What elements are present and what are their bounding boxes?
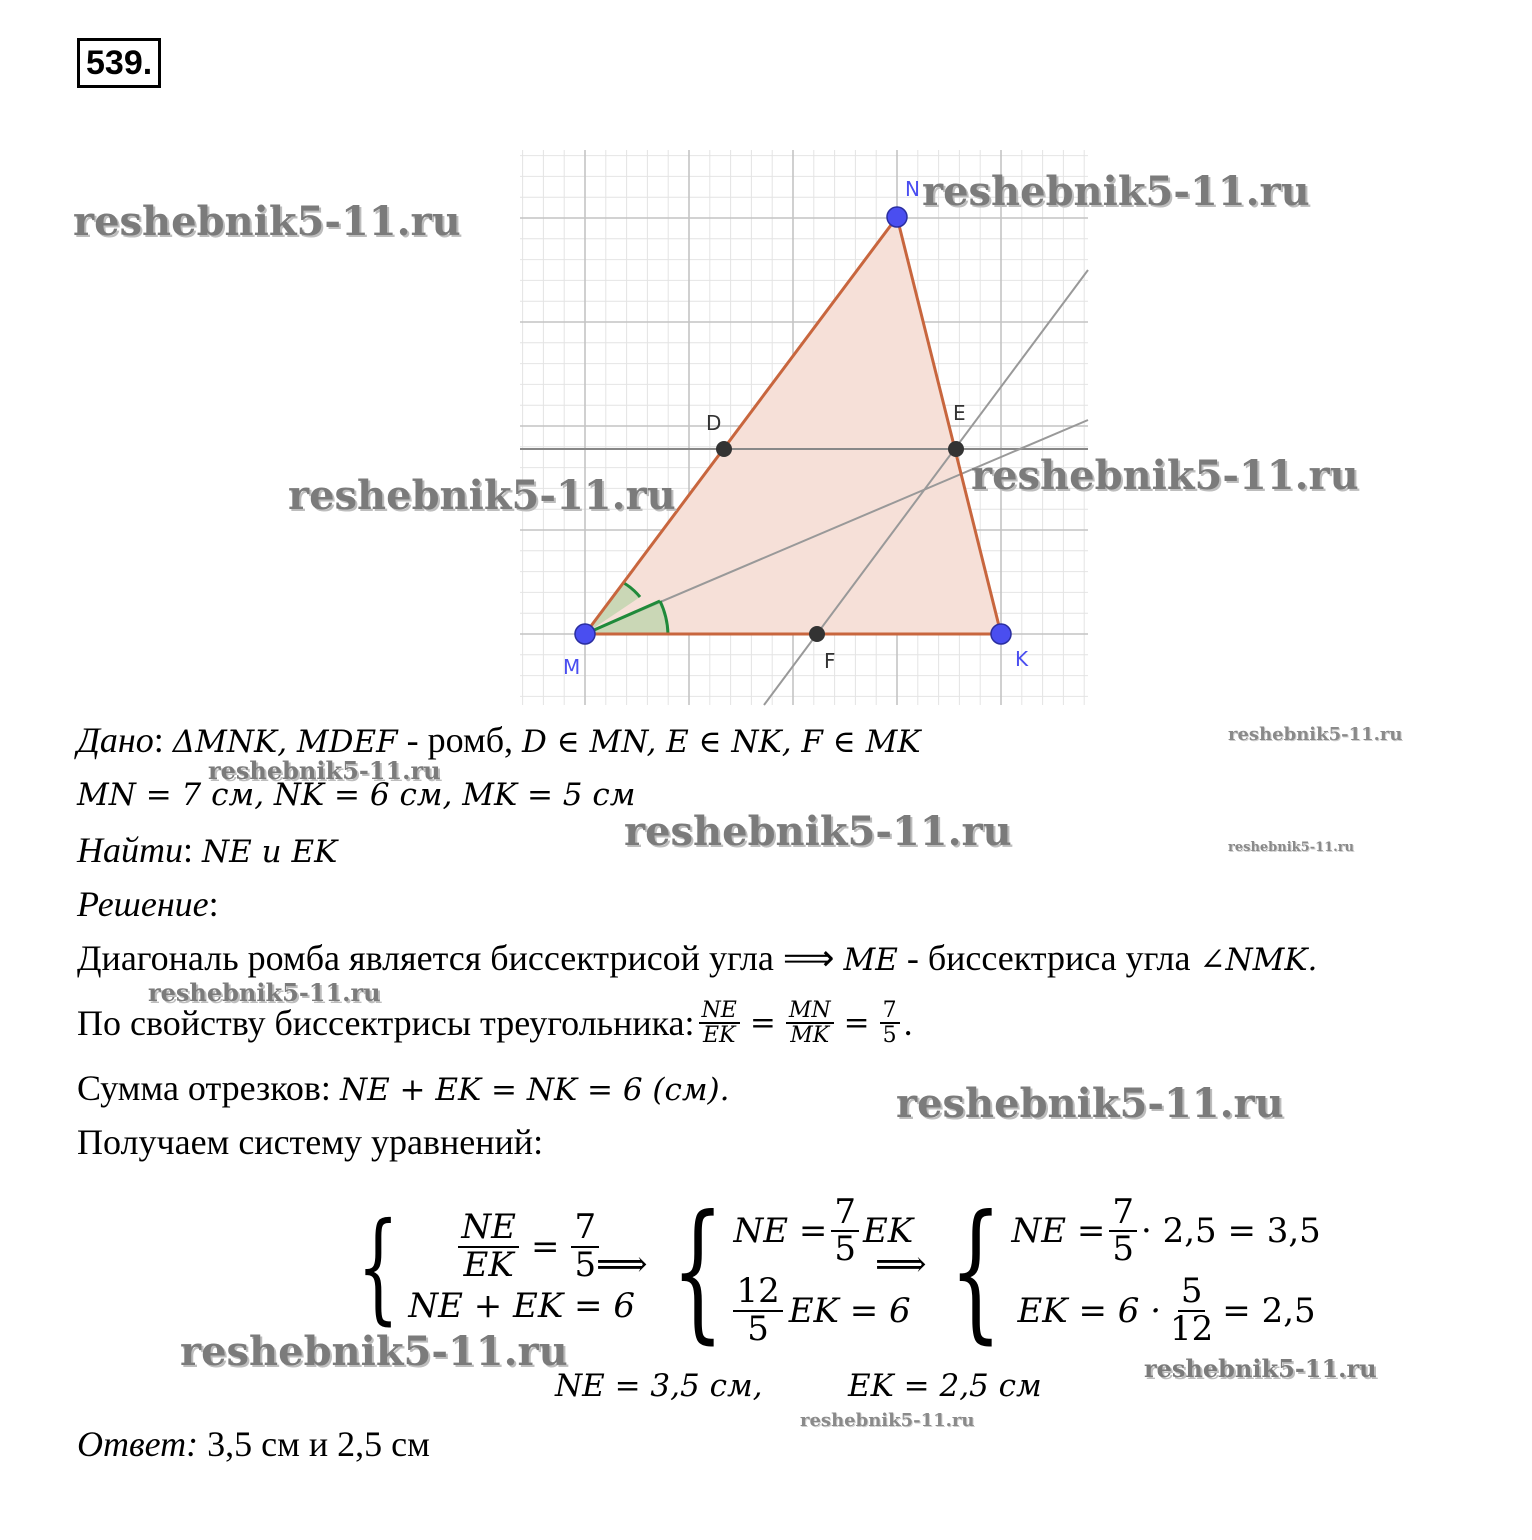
watermark: reshebnik5-11.ru — [624, 808, 1012, 855]
given-line-1: Дано: ΔMNK, MDEF - ромб, D ∈ MN, E ∈ NK, F ∈ MK — [77, 720, 921, 760]
watermark: reshebnik5-11.ru — [922, 168, 1310, 215]
equals-sign: = — [749, 1005, 776, 1041]
label-f: F — [824, 649, 836, 673]
point-e — [948, 441, 964, 457]
problem-number: 539. — [77, 38, 161, 88]
solution-line-3 — [77, 1066, 730, 1112]
point-n — [887, 207, 907, 227]
solution-text: Сумма отрезков: — [77, 1068, 340, 1108]
segment-me: ME — [843, 942, 898, 978]
answer-text: 3,5 см и 2,5 см — [198, 1424, 430, 1464]
solution-text: Диагональ ромба является биссектрисой угла ⟹ — [77, 938, 844, 978]
fraction-mn-mk: $\frac{MN}{MK}$ — [786, 999, 834, 1047]
given-line-2: MN = 7 см, NK = 6 см, MK = 5 см — [77, 777, 636, 813]
label-d: D — [706, 411, 722, 435]
solution-text: По свойству биссектрисы треугольника: — [77, 1003, 695, 1043]
angle-nmk: ∠NMK. — [1199, 942, 1318, 978]
equation-system-2: { NE = $\frac{7}{5}$ EK $\frac{12}{5}$ EK = 6 — [671, 1184, 914, 1358]
implies-arrow: ⟹ — [596, 1244, 648, 1285]
solution-text: - биссектриса угла — [897, 938, 1200, 978]
find-text: NE и EK — [202, 834, 338, 870]
watermark: reshebnik5-11.ru — [971, 452, 1359, 499]
solution-heading: Решение: — [77, 884, 219, 924]
watermark: reshebnik5-11.ru — [1228, 724, 1403, 745]
fraction-7-5: $\frac{7}{5}$ — [880, 999, 900, 1047]
label-m: M — [563, 655, 581, 679]
brace: { — [357, 1198, 400, 1337]
result-ek: EK = 2,5 см — [848, 1368, 1042, 1404]
watermark: reshebnik5-11.ru — [288, 472, 676, 519]
system-row: NE + EK = 6 — [408, 1285, 635, 1326]
label-n: N — [905, 177, 920, 201]
solution-line-4: Получаем систему уравнений: — [77, 1122, 544, 1162]
watermark: reshebnik5-11.ru — [1144, 1354, 1377, 1383]
label-k: K — [1015, 647, 1029, 671]
result-ne: NE = 3,5 см, — [555, 1368, 763, 1404]
given-rhombus: - ромб, — [397, 720, 523, 760]
watermark: reshebnik5-11.ru — [208, 756, 441, 785]
equals-sign: = — [843, 1005, 870, 1041]
answer-line — [77, 1422, 430, 1466]
watermark: reshebnik5-11.ru — [180, 1328, 568, 1375]
answer-label: Ответ: — [77, 1424, 199, 1464]
find-label: Найти — [77, 830, 183, 870]
point-k — [991, 624, 1011, 644]
equation-system-3: { NE = $\frac{7}{5}$ · 2,5 = 3,5 EK = 6 · $\frac{5}{12}$ = 2,5 — [949, 1184, 1321, 1358]
point-f — [809, 626, 825, 642]
solution-line-1 — [77, 936, 1317, 982]
point-d — [716, 441, 732, 457]
watermark: reshebnik5-11.ru — [148, 978, 381, 1007]
fraction-ne-ek: $\frac{NE}{EK}$ — [699, 999, 740, 1047]
watermark: reshebnik5-11.ru — [896, 1080, 1284, 1127]
watermark: reshebnik5-11.ru — [800, 1410, 975, 1431]
given-triangle: ΔMNK, MDEF — [172, 724, 398, 760]
equation-system-1: { $\frac{NE}{EK}$ = $\frac{7}{5}$ NE + EK = 6 — [357, 1198, 635, 1337]
point-m — [575, 624, 595, 644]
label-e: E — [953, 401, 966, 425]
solution-label: Решение — [77, 884, 209, 924]
implies-arrow: ⟹ — [875, 1244, 927, 1285]
watermark: reshebnik5-11.ru — [73, 198, 461, 245]
geometry-figure — [0, 0, 1532, 720]
sum-equation: NE + EK = NK = 6 (см). — [339, 1072, 730, 1108]
brace: { — [949, 1184, 1002, 1358]
find-line: Найти: NE и EK — [77, 830, 338, 870]
brace: { — [671, 1184, 724, 1358]
solution-line-2: По свойству биссектрисы треугольника: $\frac{NE}{EK}$ = $\frac{MN}{MK}$ = $\frac{7}{5}$ . — [77, 997, 913, 1048]
given-label: Дано — [77, 720, 154, 760]
watermark: reshebnik5-11.ru — [1228, 840, 1355, 855]
given-points: D ∈ MN, E ∈ NK, F ∈ MK — [522, 724, 921, 760]
